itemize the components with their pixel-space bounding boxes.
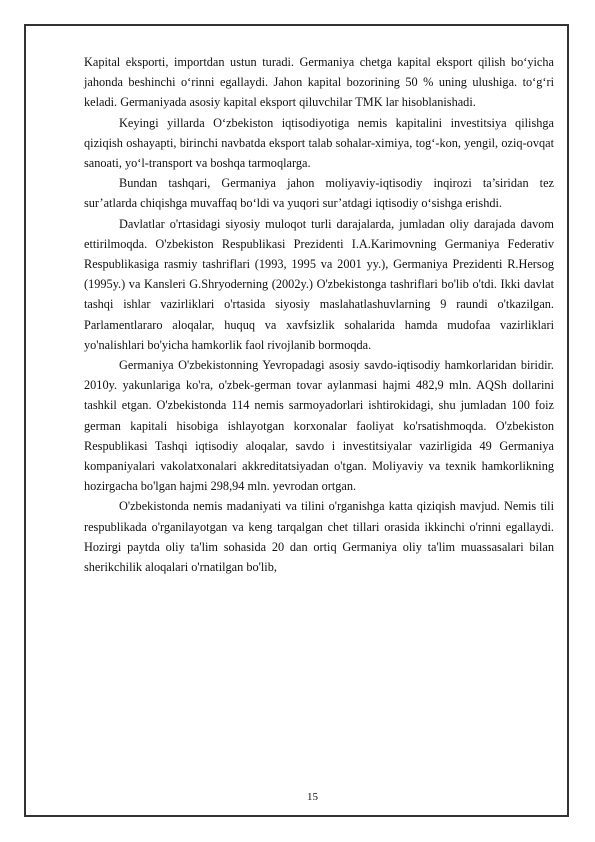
paragraph-culture-language: O'zbekistonda nemis madaniyati va tilini o'rganishga katta qiziqish mavjud. Nemis tili respublikada o'rganilayotgan va keng tarqalgan chet tillari orasida ikkinchi o'rinni egallaydi. Hozirgi paytda oliy ta'lim sohasida 20 dan ortiq Germaniya oliy ta'lim muassasalari bilan sherikchilik aloqalari o'rnatilgan bo'lib, xyxy=(84,499,554,575)
paragraph-trade-partnership: Germaniya O'zbekistonning Yevropadagi asosiy savdo-iqtisodiy hamkorlaridan biridir. 2010y. yakunlariga ko'ra, o'zbek-german tovar aylanmasi hajmi 482,9 mln. AQSh dollarini tashkil etgan. O'zbekistonda 114 nemis sarmoyadorlari ishtirokidagi, shu jumladan 100 foiz german kapitali hisobiga ishlayotgan korxonalar faoliyat ko'rsatishmoqda. O'zbekiston Respublikasi Tashqi iqtisodiy aloqalar, savdo i investitsiyalar vazirligida 49 Germaniya kompaniyalari vakolatxonalari akkreditatsiyadan o'tgan. Moliyaviy va texnik hamkorlikning hozirgacha bo'lgan hajmi 298,94 mln. yevrodan ortgan. xyxy=(84,358,554,494)
paragraph-german-investment: Keyingi yillarda O‘zbekiston iqtisodiyotiga nemis kapitalini investitsiya qilishga qiziqish oshayapti, birinchi navbatda eksport talab sohalar-ximiya, tog‘-kon, yengil, oziq-ovqat sanoati, yo‘l-transport va boshqa tarmoqlarga. xyxy=(84,115,554,171)
paragraph-crisis-recovery: Bundan tashqari, Germaniya jahon moliyaviy-iqtisodiy inqirozi ta’siridan tez sur’atlarda chiqishga muvaffaq bo‘ldi va yuqori sur’atdagi iqtisodiy o‘sishga erishdi. xyxy=(84,176,554,211)
paragraph-political-dialogue: Davlatlar o'rtasidagi siyosiy muloqot turli darajalarda, jumladan oliy darajada davom ettirilmoqda. O'zbekiston Respublikasi Prezidenti I.A.Karimovning Germaniya Federativ Respublikasiga rasmiy tashriflari (1993, 1995 va 2001 yy.), Germaniya Prezidenti R.Hersog (1995y.) va Kansleri G.Shryoderning (2002y.) O'zbekistonga tashriflari bo'lib o'tdi. Ikki davlat tashqi ishlar vazirliklari o'rtasida siyosiy maslahatlashuvlarning 9 raundi o'tkazilgan. Parlamentlararo aloqalar, huquq va xavfsizlik sohalarida hamda mudofaa vazirliklari yo'nalishlari bo'yicha hamkorlik faol rivojlanib bormoqda. xyxy=(84,216,554,352)
paragraph-capital-export: Kapital eksporti, importdan ustun turadi. Germaniya chetga kapital eksport qilish bo‘yicha jahonda beshinchi o‘rinni egallaydi. Jahon kapital bozorining 50 % uning ulushiga. to‘g‘ri keladi. Germaniyada asosiy kapital eksport qiluvchilar TMK lar hisoblanishadi. xyxy=(84,55,554,110)
document-body xyxy=(84,52,554,577)
page-number: 15 xyxy=(307,791,318,803)
